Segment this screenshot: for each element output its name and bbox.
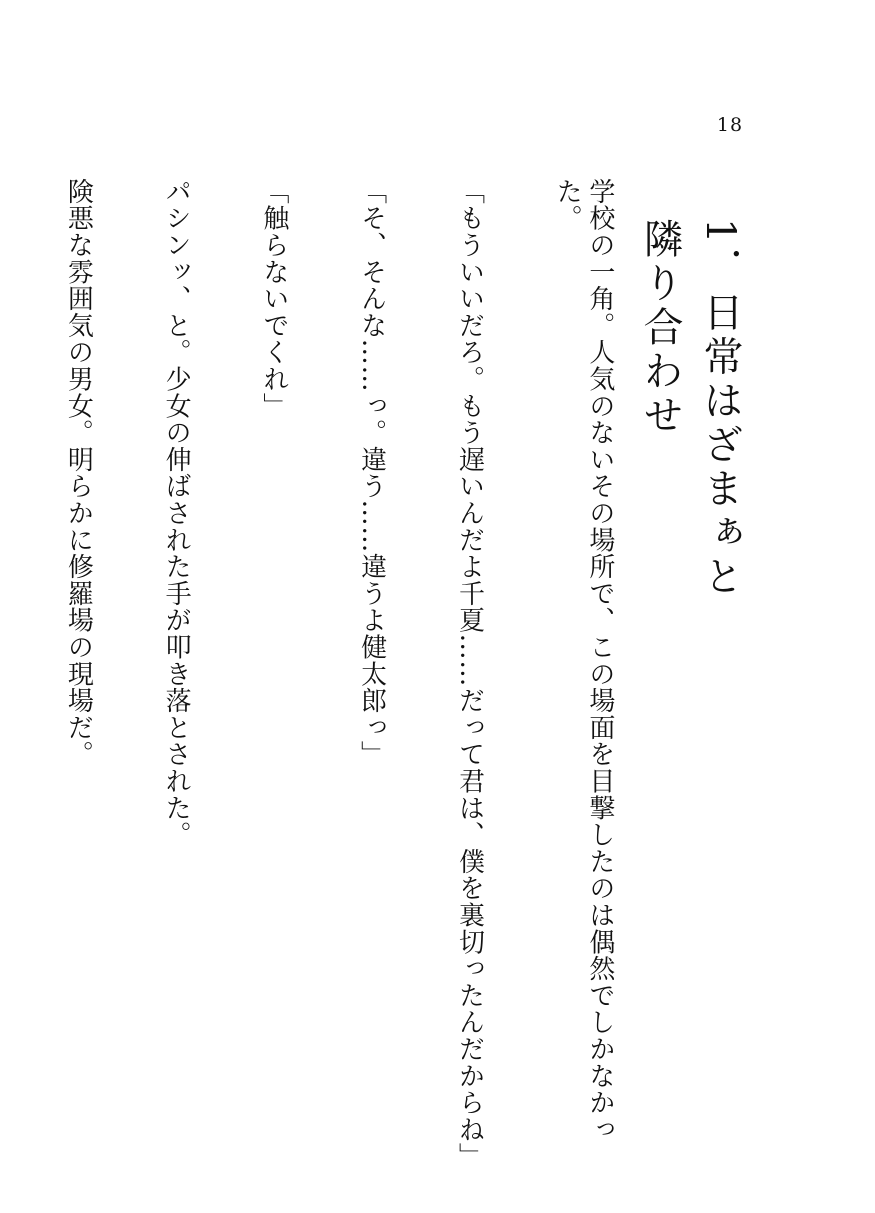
paragraph: 「もういいだろ。もう遅いんだよ千夏……だって君は、僕を裏切ったんだからね」 bbox=[454, 178, 485, 1170]
paragraph: パシンッ、と。少女の伸ばされた手が叩き落とされた。 bbox=[161, 178, 192, 848]
page-number: 18 bbox=[716, 114, 744, 136]
body-text bbox=[0, 178, 681, 1178]
paragraph: 「そ、そんな……っ。違う……違うよ健太郎っ」 bbox=[356, 178, 387, 768]
chapter-title: 1．日常はざまぁと隣り合わせ bbox=[637, 218, 743, 600]
paragraph: 「触らないでくれ」 bbox=[258, 178, 289, 420]
paragraph: 学校の一角。人気のないその場所で、この場面を目撃したのは偶然でしかなかった。 bbox=[552, 178, 615, 1143]
paragraph: 険悪な雰囲気の男女。明らかに修羅場の現場だ。 bbox=[63, 178, 94, 768]
